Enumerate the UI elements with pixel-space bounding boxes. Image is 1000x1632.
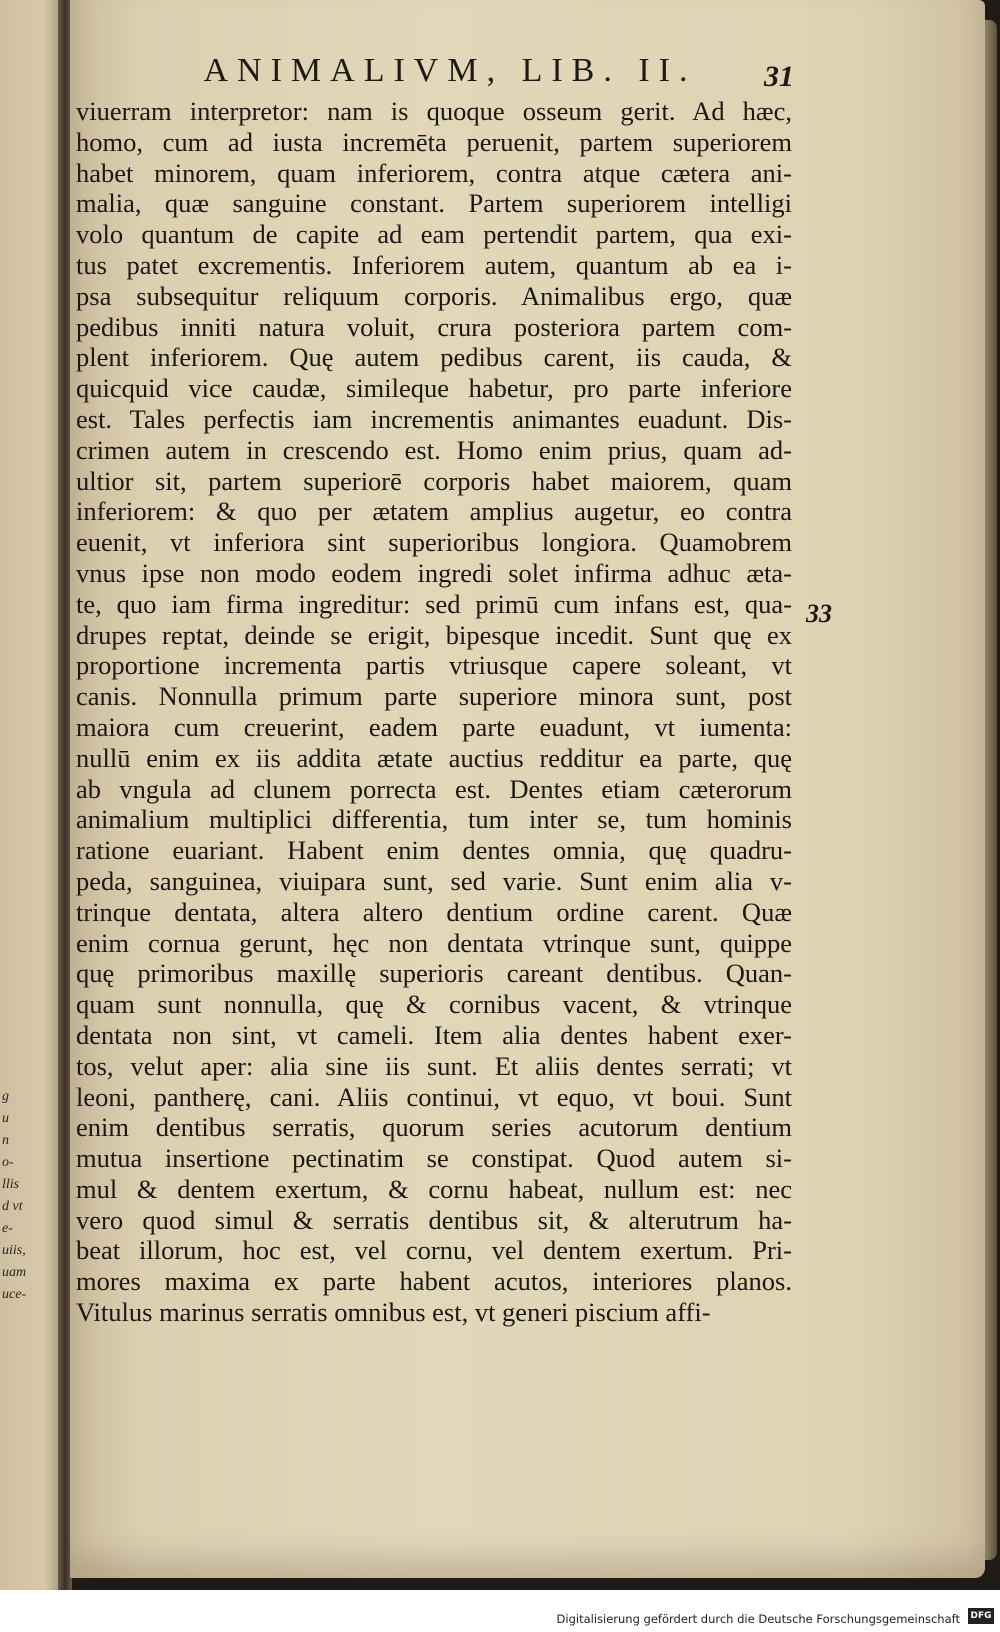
text-line: enim dentibus serratis, quorum series acutorum dentium (76, 1112, 792, 1143)
text-line: animalium multiplici differentia, tum inter se, tum hominis (76, 804, 792, 835)
fragment-text: e- (2, 1221, 13, 1236)
text-line: mul & dentem exertum, & cornu habeat, nullum est: nec (76, 1173, 792, 1204)
text-line: ultior sit, partem superiorē corporis habet maiorem, quam (76, 465, 792, 496)
text-line: drupes reptat, deinde se erigit, bipesque incedit. Sunt quę ex (76, 619, 792, 650)
running-head: ANIMALIVM, LIB. II. (203, 52, 697, 89)
text-line: quam sunt nonnulla, quę & cornibus vacent, & vtrinque (76, 989, 792, 1020)
text-line: est. Tales perfectis iam incrementis animantes euadunt. Dis- (76, 403, 792, 434)
fragment-text: uam (2, 1265, 27, 1280)
fragment-text: llis (2, 1177, 20, 1192)
facing-page-fragments (2, 1086, 42, 1306)
fragment-text: u (2, 1111, 9, 1126)
text-line: volo quantum de capite ad eam pertendit partem, qua exi- (76, 219, 792, 250)
text-line: homo, cum ad iusta incremēta peruenit, partem superiorem (76, 126, 792, 157)
text-line: tus patet excrementis. Inferiorem autem, quantum ab ea i- (76, 249, 792, 280)
text-line: canis. Nonnulla primum parte superiore minora sunt, post (76, 681, 792, 712)
text-line: beat illorum, hoc est, vel cornu, vel dentem exertum. Pri- (76, 1235, 792, 1266)
folio-number: 31 (764, 60, 794, 93)
margin-note: 33 (806, 599, 832, 628)
text-line: vero quod simul & serratis dentibus sit, & alterutrum ha- (76, 1204, 792, 1235)
text-line: mores maxima ex parte habent acutos, interiores planos. (76, 1266, 792, 1297)
text-line: te, quo iam firma ingreditur: sed primū cum infans est, qua- (76, 588, 792, 619)
text-line: proportione incrementa partis vtriusque capere soleant, vt (76, 650, 792, 681)
text-line: enim cornua gerunt, hęc non dentata vtrinque sunt, quippe (76, 927, 792, 958)
text-line: Vitulus marinus serratis omnibus est, vt generi piscium affi- (76, 1297, 711, 1328)
fragment-text: uce- (2, 1287, 27, 1302)
text-line: ratione euariant. Habent enim dentes omnia, quę quadru- (76, 835, 792, 866)
footer-credit: Digitalisierung gefördert durch die Deutsche Forschungsgemeinschaft (556, 1612, 960, 1626)
fragment-text: n (2, 1133, 9, 1148)
text-line: malia, quæ sanguine constant. Partem superiorem intelligi (76, 188, 792, 219)
text-line: maiora cum creuerint, eadem parte euadunt, vt iumenta: (76, 711, 792, 742)
fragment-text: d vt (2, 1199, 23, 1214)
text-line: psa subsequitur reliquum corporis. Animalibus ergo, quæ (76, 280, 792, 311)
text-line: mutua insertione pectinatim se constipat. Quod autem si- (76, 1143, 792, 1174)
text-line: euenit, vt inferiora sint superioribus longiora. Quamobrem (76, 527, 792, 558)
text-line: tos, velut aper: alia sine iis sunt. Et aliis dentes serrati; vt (76, 1050, 792, 1081)
text-line: habet minorem, quam inferiorem, contra atque cætera ani- (76, 157, 792, 188)
fragment-text: uiis, (2, 1243, 26, 1258)
text-line: inferiorem: & quo per ætatem amplius augetur, eo contra (76, 496, 792, 527)
fragment-text: o- (2, 1155, 14, 1170)
text-line: dentata non sint, vt cameli. Item alia dentes habent exer- (76, 1019, 792, 1050)
dfg-logo: DFG (968, 1608, 994, 1624)
text-line: nullū enim ex iis addita ætate auctius redditur ea parte, quę (76, 742, 792, 773)
text-line: plent inferiorem. Quę autem pedibus carent, iis cauda, & (76, 342, 792, 373)
body-text (76, 96, 792, 1328)
text-line: peda, sanguinea, viuipara sunt, sed varie. Sunt enim alia v- (76, 865, 792, 896)
footer-bar (0, 1590, 1000, 1632)
facing-page-edge (0, 0, 62, 1590)
text-line: ab vngula ad clunem porrecta est. Dentes etiam cæterorum (76, 773, 792, 804)
text-line: leoni, pantherę, cani. Aliis continui, vt equo, vt boui. Sunt (76, 1081, 792, 1112)
text-line: crimen autem in crescendo est. Homo enim prius, quam ad- (76, 434, 792, 465)
fragment-text: g (2, 1089, 9, 1104)
text-line: vnus ipse non modo eodem ingredi solet infirma adhuc æta- (76, 557, 792, 588)
text-line: viuerram interpretor: nam is quoque osseum gerit. Ad hæc, (76, 96, 792, 126)
text-line: quicquid vice caudæ, simileque habetur, pro parte inferiore (76, 373, 792, 404)
text-line: quę primoribus maxillę superioris careant dentibus. Quan- (76, 958, 792, 989)
text-line: pedibus inniti natura voluit, crura posteriora partem com- (76, 311, 792, 342)
text-line: trinque dentata, altera altero dentium ordine carent. Quæ (76, 896, 792, 927)
